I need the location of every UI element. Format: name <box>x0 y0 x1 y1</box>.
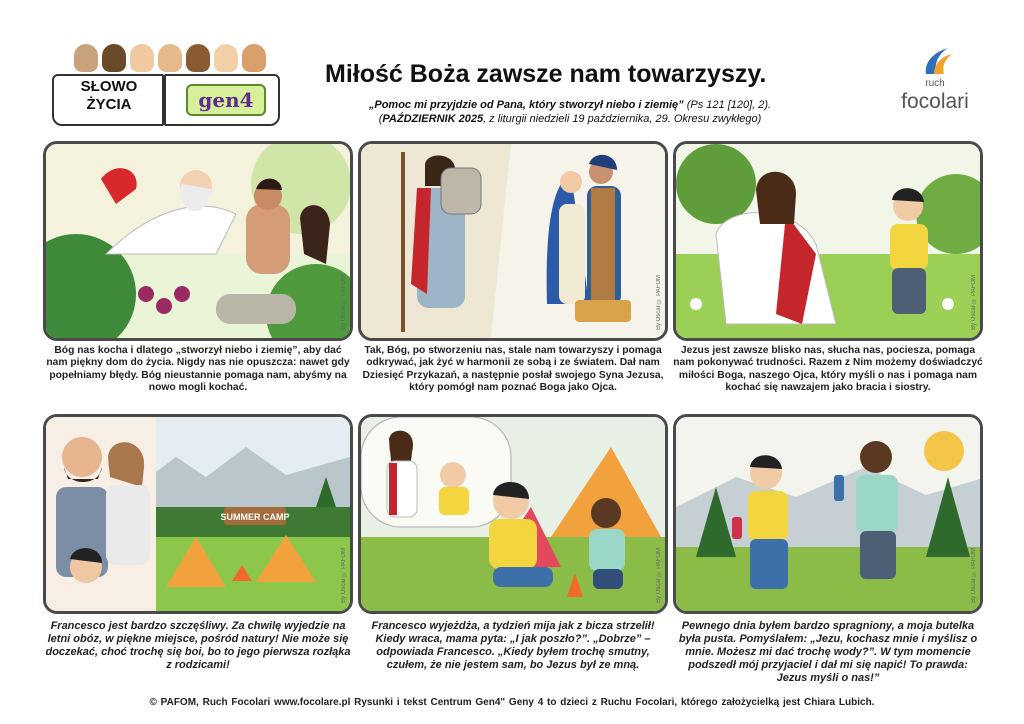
kid-icon <box>242 44 266 72</box>
jesus-boy-illustration <box>676 144 980 338</box>
brand-small: ruch <box>925 78 945 89</box>
comic-panel-jesus-boy <box>673 141 983 341</box>
camp-sign: SUMMER CAMP <box>220 512 290 522</box>
quote-ref: (Ps 121 [120], 2). <box>683 99 772 111</box>
brand-name: focolari <box>901 90 969 113</box>
comic-panel-summer-camp <box>43 414 353 614</box>
panel-credit: By Oscar © PAFOM <box>341 275 347 330</box>
kid-icon <box>74 44 98 72</box>
quote-block <box>300 98 840 126</box>
panel-caption: Francesco jest bardzo szczęśliwy. Za chwilę wyjedzie na letni obóz, w piękne miejsce, pośród natury! Nie może się doczekać, choć trochę się boi, bo to jego pierwsza rozłąka z rodzicami! <box>45 620 351 671</box>
kid-icon <box>186 44 210 72</box>
panel-caption: Pewnego dnia byłem bardzo spragniony, a moja butelka była pusta. Pomyślałem: „Jezu, kochasz mnie i myślisz o mnie. Możesz mi dać trochę wody?”. W tym momencie podszedł mój przyjaciel i dał mi się napić! To prawda: Jezus myśli o nas!” <box>678 620 978 684</box>
quote-text: „Pomoc mi przyjdzie od Pana, który stworzył niebo i ziemię” <box>368 99 684 111</box>
kid-icon <box>158 44 182 72</box>
water-bottle-illustration <box>676 417 980 611</box>
liturgy-text: , z liturgii niedzieli 19 października, 29. Okresu zwykłego) <box>483 113 762 125</box>
liturgy-open: ( <box>378 113 383 125</box>
panel-caption: Tak, Bóg, po stworzeniu nas, stale nam towarzyszy i pomaga odkrywać, jak żyć w harmonii ze sobą i ze światem. Dał nam Dziesięć Przykazań, a następnie posłał swojego Syna Jezusa, który pomógł nam poznać Boga jako Ojca. <box>362 345 664 394</box>
gen4-badge: gen4 <box>186 84 266 116</box>
summer-camp-illustration <box>46 417 350 611</box>
page-title: Miłość Boża zawsze nam towarzyszy. <box>325 60 767 88</box>
focolari-logo <box>890 44 980 128</box>
slowo-zycia-logo <box>46 34 290 134</box>
panel-credit: By Oscar © PAFOM <box>656 275 662 330</box>
commandments-illustration <box>361 144 665 338</box>
panel-caption: Jezus jest zawsze blisko nas, słucha nas, pociesza, pomaga nam pokonywać trudności. Razem z Nim możemy doświadczyć miłości Boga, naszego Ojca, który myśli o nas i pomaga nam kochać się nawzajem jako bracia i siostry. <box>673 345 983 394</box>
creation-illustration <box>46 144 350 338</box>
logo-title <box>56 78 162 114</box>
comic-panel-creation <box>43 141 353 341</box>
logo-title-line2: ŻYCIA <box>86 96 132 113</box>
page-footer: © PAFOM, Ruch Focolari www.focolare.pl Rysunki i tekst Centrum Gen4" Geny 4 to dzieci z Ruchu Focolari, którego założycielką jest Chiara Lubich. <box>149 697 875 708</box>
kid-icon <box>102 44 126 72</box>
kid-icon <box>214 44 238 72</box>
comic-panel-camp-memory <box>358 414 668 614</box>
logo-title-line1: SŁOWO <box>80 78 138 95</box>
panel-credit: By Oscar © PAFOM <box>971 548 977 603</box>
panel-caption: Bóg nas kocha i dlatego „stworzył niebo i ziemię”, aby dać nam piękny dom do życia. Nigdy nas nie opuszcza: nawet gdy popełniamy błędy. Bóg nieustannie pomaga nam, abyśmy na nowo mogli kochać. <box>46 345 350 394</box>
month-label: PAŹDZIERNIK 2025 <box>382 113 484 125</box>
panel-credit: By Oscar © PAFOM <box>341 548 347 603</box>
panel-credit: By Oscar © PAFOM <box>971 275 977 330</box>
focolari-flame-icon <box>890 44 980 78</box>
panel-credit: By Oscar © PAFOM <box>656 548 662 603</box>
kids-illustration <box>66 36 276 76</box>
comic-panel-water-bottle <box>673 414 983 614</box>
comic-panel-commandments <box>358 141 668 341</box>
panel-caption: Francesco wyjeżdża, a tydzień mija jak z bicza strzelił! Kiedy wraca, mama pyta: „I jak poszło?”. „Dobrze” – odpowiada Francesco. „Kiedy byłem trochę smutny, czułem, że nie jestem sam, bo Jezus był ze mną. <box>371 620 655 671</box>
camp-memory-illustration <box>361 417 665 611</box>
kid-icon <box>130 44 154 72</box>
